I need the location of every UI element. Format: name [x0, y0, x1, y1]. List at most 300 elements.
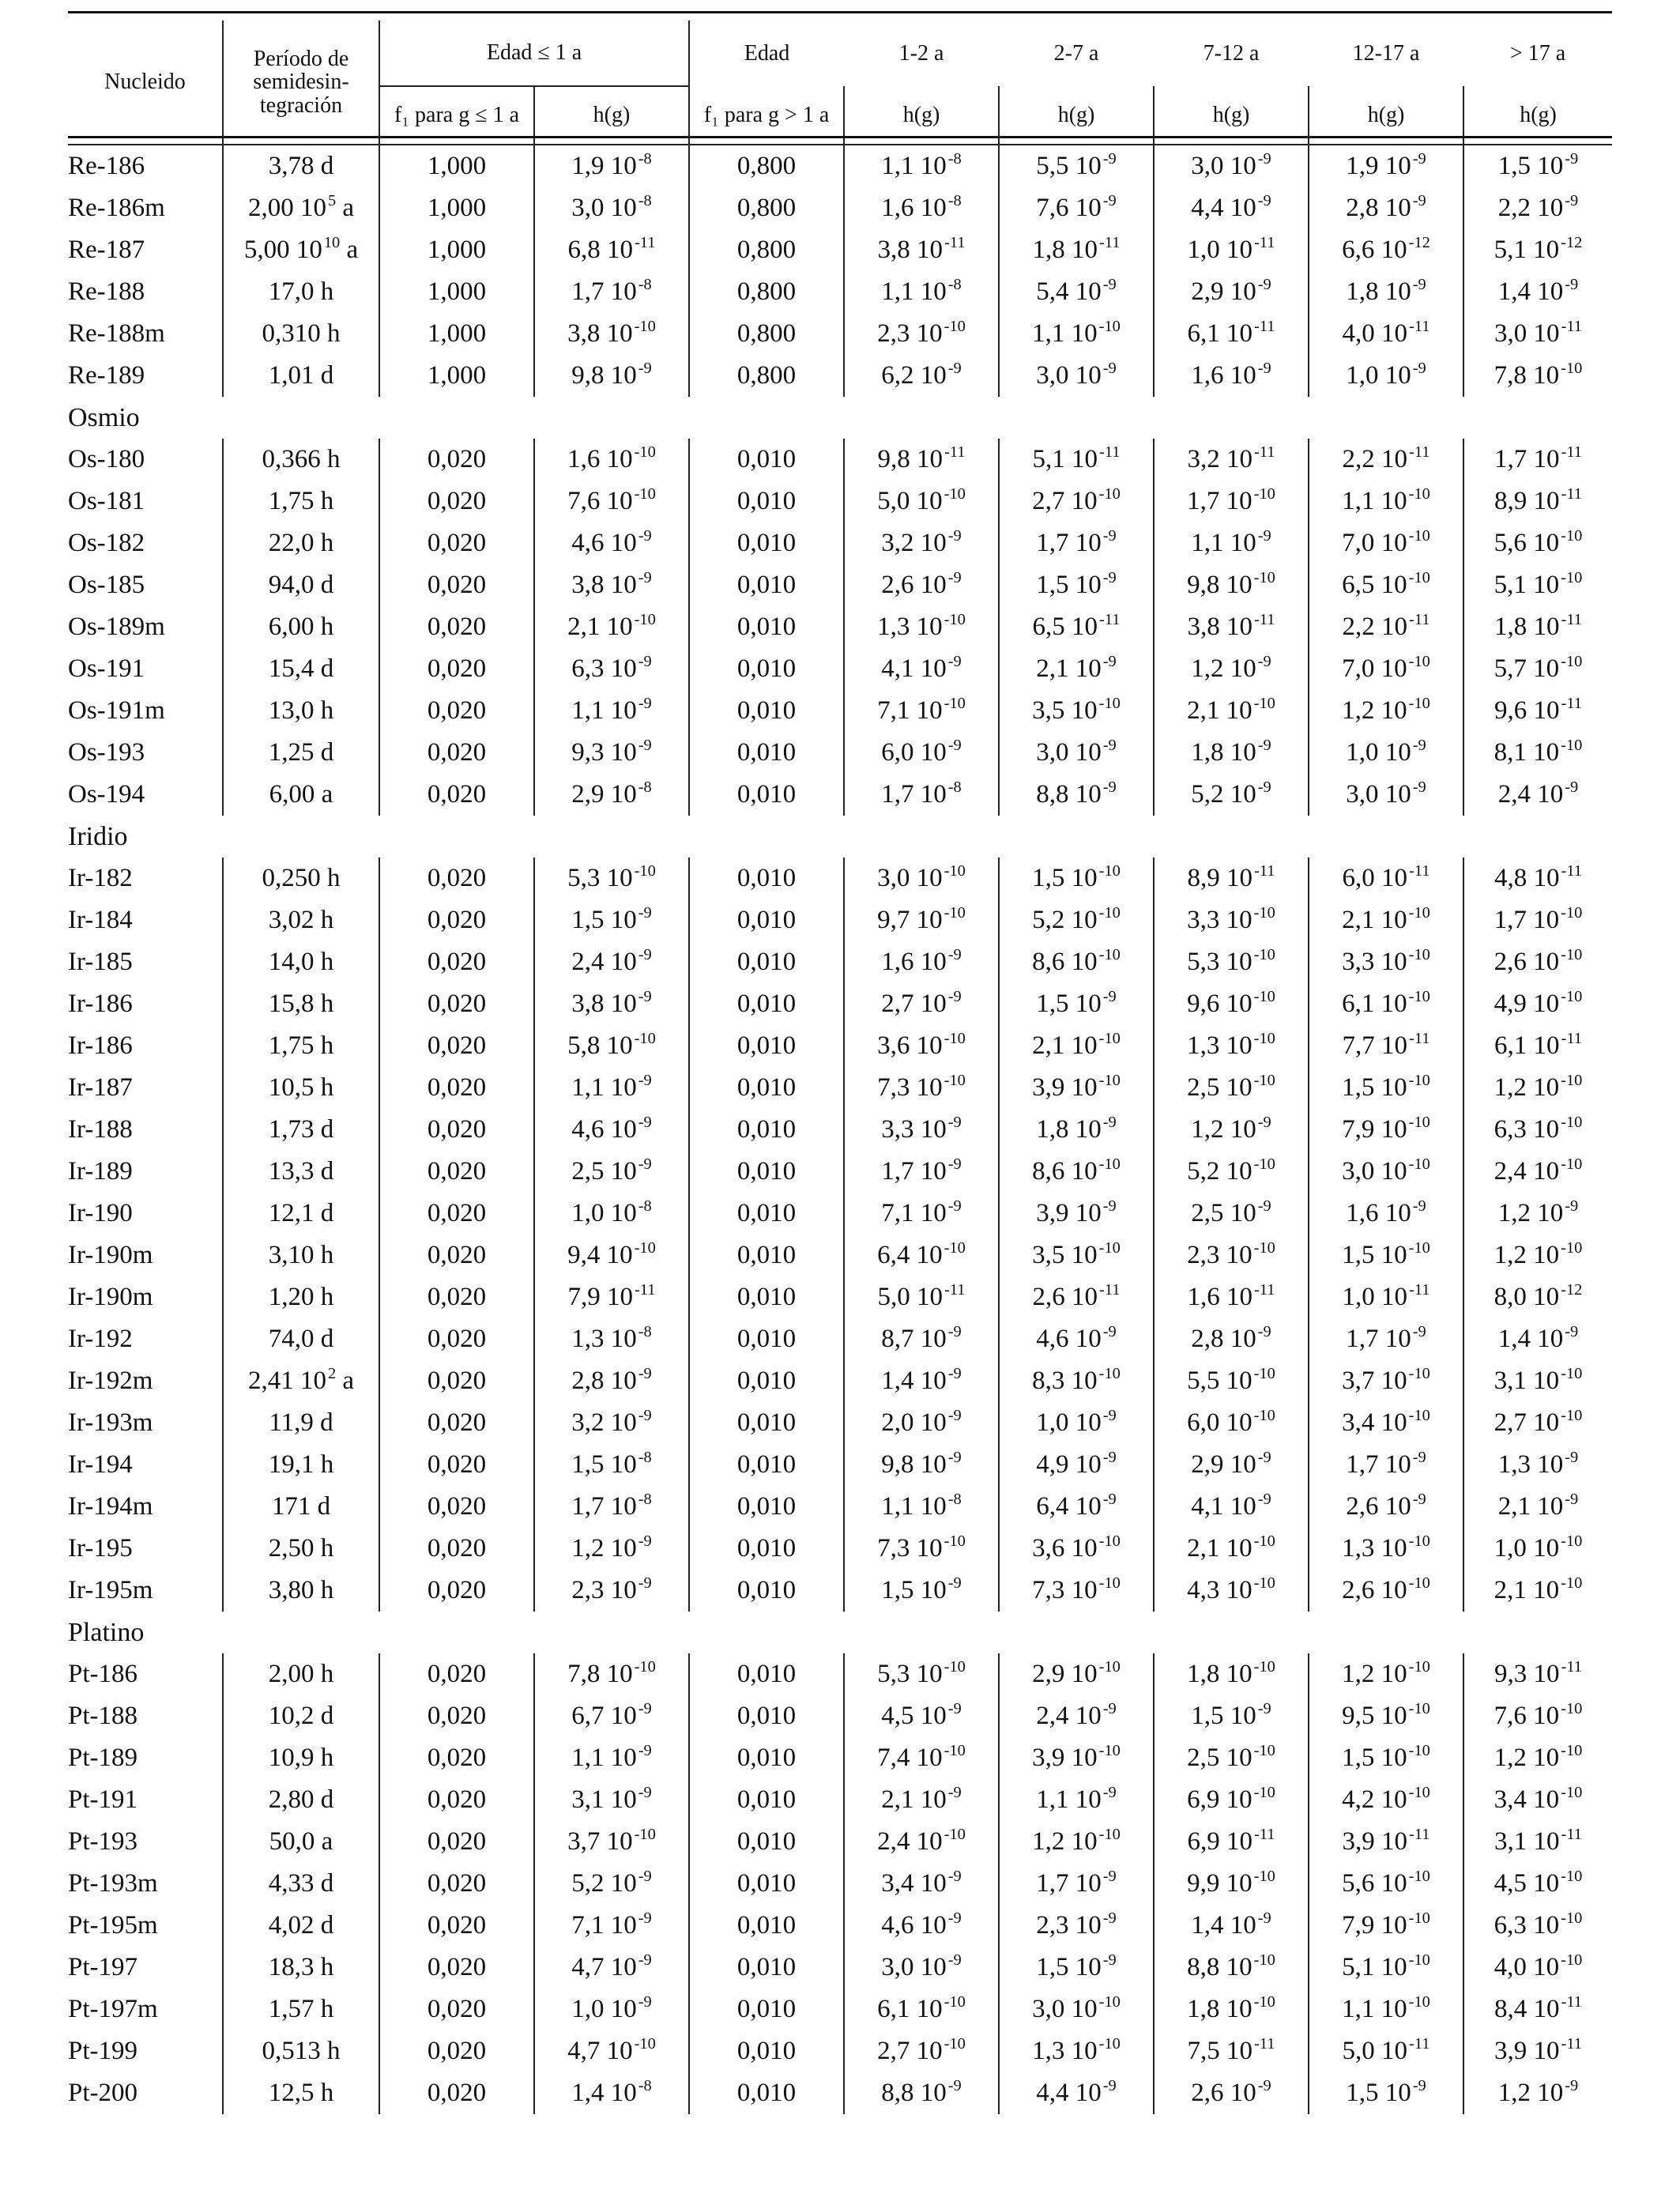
- mantissa: 2,1 10: [1036, 654, 1102, 683]
- exponent: -9: [638, 1784, 652, 1802]
- hg-12-17: [1309, 355, 1463, 397]
- hg-7-12: [1154, 1570, 1309, 1612]
- f1-infant: 0,020: [379, 1989, 534, 2030]
- mantissa: 7,9 10: [567, 1283, 633, 1311]
- mantissa: 5,0 10: [1342, 2037, 1408, 2065]
- exponent: -10: [1561, 1951, 1583, 1970]
- f1-older: 0,010: [689, 1486, 844, 1528]
- exponent: -10: [1408, 1658, 1430, 1676]
- mantissa: 2,9 10: [1032, 1660, 1098, 1688]
- header-f1-le: f₁ para g ≤ 1 a: [379, 86, 534, 145]
- f1-infant: 0,020: [379, 1276, 534, 1318]
- exponent: -12: [1561, 1281, 1583, 1299]
- hg-infant: [534, 1528, 689, 1570]
- hg-7-12: [1154, 313, 1309, 355]
- header-age-2-7: 2-7 a: [1053, 40, 1099, 66]
- nuclide-name: Pt-197m: [68, 1995, 158, 2023]
- f1-infant: 0,020: [379, 774, 534, 816]
- exponent: -8: [638, 276, 652, 294]
- exponent: -9: [1565, 1449, 1579, 1467]
- nuclide-name: Ir-194: [68, 1450, 133, 1479]
- half-life: 19,1 h: [223, 1444, 379, 1486]
- f1-older: 0,010: [689, 858, 844, 899]
- exponent: -9: [947, 1951, 962, 1970]
- hg-1-2: [844, 774, 999, 816]
- nuclide-name: Os-180: [68, 445, 145, 473]
- nuclide-name: Pt-189: [68, 1744, 138, 1772]
- hg-12-17: [1309, 606, 1463, 648]
- hg-1-2: [844, 1276, 999, 1318]
- f1-older: 0,010: [689, 899, 844, 941]
- hg-2-7: [999, 313, 1154, 355]
- hg-1-2: [844, 1653, 999, 1695]
- exponent: -9: [638, 695, 652, 713]
- exponent: -10: [1253, 695, 1275, 713]
- mantissa: 3,1 10: [571, 1785, 637, 1814]
- exponent: -9: [1412, 778, 1426, 797]
- mantissa: 5,3 10: [1187, 948, 1252, 976]
- f1-infant: 0,020: [379, 1653, 534, 1695]
- f1-older: 0,010: [689, 1235, 844, 1276]
- f1-infant: 0,020: [379, 606, 534, 648]
- f1-infant: 0,020: [379, 522, 534, 564]
- mantissa: 9,5 10: [1342, 1702, 1407, 1730]
- exponent: -8: [638, 1323, 652, 1341]
- mantissa: 4,0 10: [1342, 319, 1408, 348]
- mantissa: 3,3 10: [1187, 906, 1252, 934]
- half-life: 15,4 d: [223, 648, 379, 690]
- exponent: -9: [1102, 1491, 1117, 1509]
- exponent: -11: [1254, 611, 1275, 629]
- hg-12-17: [1309, 1863, 1463, 1905]
- header-age-gt-17: > 17 a: [1509, 40, 1566, 66]
- exponent: -9: [947, 1784, 962, 1802]
- f1-infant: 0,020: [379, 1025, 534, 1067]
- table-row: [68, 564, 1612, 606]
- mantissa: 9,8 10: [571, 361, 637, 390]
- nuclide-name: Os-185: [68, 571, 145, 599]
- nuclide-name: Pt-200: [68, 2079, 138, 2107]
- hg-7-12: [1154, 229, 1309, 271]
- exponent: -9: [638, 653, 652, 671]
- hg-12-17: [1309, 899, 1463, 941]
- hg-7-12: [1154, 1025, 1309, 1067]
- mantissa: 1,0 10: [1494, 1534, 1560, 1563]
- hg-1-2: [844, 145, 999, 187]
- mantissa: 7,3 10: [1032, 1576, 1098, 1604]
- mantissa: 2,9 10: [1191, 277, 1256, 306]
- mantissa: 2,1 10: [1342, 906, 1407, 934]
- mantissa: 1,1 10: [571, 1073, 637, 1102]
- hg-1-2: [844, 732, 999, 774]
- table-row: [68, 1151, 1612, 1193]
- hg-gt-17: [1463, 1905, 1612, 1947]
- mantissa: 1,7 10: [1036, 529, 1102, 557]
- mantissa: 1,1 10: [881, 1492, 947, 1521]
- mantissa: 7,0 10: [1342, 529, 1407, 557]
- nuclide-name: Ir-192m: [68, 1367, 153, 1395]
- mantissa: 4,0 10: [1494, 1953, 1560, 1981]
- exponent: -10: [944, 695, 966, 713]
- half-life: 94,0 d: [223, 564, 379, 606]
- hg-12-17: [1309, 1025, 1463, 1067]
- mantissa: 3,0 10: [1036, 361, 1102, 390]
- f1-infant: 0,020: [379, 1486, 534, 1528]
- hg-12-17: [1309, 774, 1463, 816]
- exponent: -11: [1561, 611, 1583, 629]
- header-edad: Edad: [689, 21, 844, 86]
- exponent: -10: [1408, 904, 1430, 922]
- exponent: -11: [1099, 443, 1121, 462]
- exponent: -11: [1409, 2035, 1430, 2053]
- exponent: -9: [1102, 2077, 1117, 2095]
- hg-12-17: [1309, 858, 1463, 899]
- hg-gt-17: [1463, 1528, 1612, 1570]
- exponent: -9: [947, 1449, 962, 1467]
- exponent: -10: [1408, 569, 1430, 587]
- exponent: -10: [944, 1030, 966, 1048]
- hg-gt-17: [1463, 2072, 1612, 2114]
- exponent: -11: [944, 1281, 966, 1299]
- mantissa: 1,6 10: [881, 948, 947, 976]
- exponent: -11: [635, 234, 656, 252]
- mantissa: 3,8 10: [567, 319, 633, 348]
- mantissa: 5,0 10: [877, 1283, 944, 1311]
- hg-7-12: [1154, 774, 1309, 816]
- mantissa: 2,6 10: [1032, 1283, 1098, 1311]
- mantissa: 5,7 10: [1494, 654, 1560, 683]
- mantissa: 6,5 10: [1342, 571, 1407, 599]
- mantissa: 7,6 10: [1494, 1702, 1560, 1730]
- exponent: -11: [1561, 485, 1583, 503]
- mantissa: 2,1 10: [567, 613, 633, 641]
- table-row: [68, 1109, 1612, 1151]
- mantissa: 3,7 10: [567, 1827, 633, 1856]
- mantissa: 3,6 10: [877, 1031, 943, 1060]
- mantissa: 8,1 10: [1494, 738, 1560, 767]
- exponent: -10: [1253, 1574, 1275, 1593]
- half-life: 0,310 h: [223, 313, 379, 355]
- exponent: -9: [947, 527, 962, 545]
- hg-12-17: [1309, 1193, 1463, 1235]
- exponent: -9: [1102, 276, 1117, 294]
- hg-2-7: [999, 1653, 1154, 1695]
- exponent: -10: [1098, 1072, 1121, 1090]
- exponent: -9: [1257, 1197, 1271, 1216]
- f1-older: 0,010: [689, 1318, 844, 1360]
- mantissa: 2,7 10: [877, 2037, 943, 2065]
- nuclide-name: Ir-190: [68, 1199, 133, 1227]
- exponent: -10: [634, 443, 656, 462]
- exponent: -10: [1408, 946, 1430, 964]
- exponent: -10: [1098, 1658, 1121, 1676]
- hg-7-12: [1154, 1947, 1309, 1989]
- exponent: -9: [638, 1909, 652, 1928]
- exponent: -8: [638, 778, 652, 797]
- hg-2-7: [999, 941, 1154, 983]
- exponent: -9: [638, 1951, 652, 1970]
- hg-1-2: [844, 1779, 999, 1821]
- hg-infant: [534, 774, 689, 816]
- exponent: -10: [944, 611, 966, 629]
- exponent: -11: [1254, 1826, 1275, 1844]
- exponent: -9: [1257, 150, 1271, 168]
- hg-1-2: [844, 1570, 999, 1612]
- table-row: [68, 187, 1612, 229]
- nuclide-name: Pt-199: [68, 2037, 138, 2065]
- exponent: -10: [1253, 485, 1275, 503]
- exponent: -9: [638, 1993, 652, 2011]
- exponent: -9: [1102, 1114, 1117, 1132]
- hg-2-7: [999, 1905, 1154, 1947]
- mantissa: 4,2 10: [1342, 1785, 1407, 1814]
- exponent: -10: [1561, 1407, 1583, 1425]
- hg-7-12: [1154, 606, 1309, 648]
- exponent: -9: [947, 1114, 962, 1132]
- mantissa: 1,5 10: [1342, 1241, 1407, 1269]
- exponent: -11: [635, 1281, 656, 1299]
- mantissa: 5,0 10: [877, 487, 943, 515]
- mantissa: 1,6 10: [567, 445, 633, 473]
- hg-infant: [534, 648, 689, 690]
- dose-coefficient-table: [68, 21, 1612, 2114]
- mantissa: 2,6 10: [1191, 2079, 1256, 2107]
- f1-older: 0,010: [689, 1444, 844, 1486]
- mantissa: 1,2 10: [1494, 1241, 1560, 1269]
- table-row: [68, 1444, 1612, 1486]
- exponent: -9: [1102, 150, 1117, 168]
- table-row: [68, 899, 1612, 941]
- mantissa: 1,6 10: [881, 194, 947, 222]
- mantissa: 7,0 10: [1342, 654, 1407, 683]
- exponent: -10: [1253, 904, 1275, 922]
- half-life: 74,0 d: [223, 1318, 379, 1360]
- exponent: -10: [1408, 1532, 1430, 1551]
- exponent: -10: [944, 1658, 966, 1676]
- f1-infant: 0,020: [379, 1444, 534, 1486]
- exponent: -9: [638, 527, 652, 545]
- hg-infant: [534, 355, 689, 397]
- hg-gt-17: [1463, 564, 1612, 606]
- mantissa: 7,3 10: [877, 1534, 943, 1563]
- hg-2-7: [999, 481, 1154, 522]
- hg-infant: [534, 1193, 689, 1235]
- table-row: [68, 1737, 1612, 1779]
- f1-infant: 0,020: [379, 1863, 534, 1905]
- mantissa: 1,7 10: [1494, 445, 1560, 473]
- exponent: -10: [1098, 1532, 1121, 1551]
- exponent: -9: [638, 1365, 652, 1383]
- mantissa: 1,1 10: [881, 152, 947, 180]
- exponent: -11: [1254, 862, 1275, 880]
- mantissa: 1,7 10: [881, 1157, 947, 1186]
- exponent: -10: [944, 1993, 966, 2011]
- mantissa: 1,4 10: [571, 2079, 637, 2107]
- half-life: 12,1 d: [223, 1193, 379, 1235]
- exponent: -10: [1253, 1951, 1275, 1970]
- hg-1-2: [844, 1151, 999, 1193]
- half-life: 4,02 d: [223, 1905, 379, 1947]
- exponent: -10: [944, 1239, 966, 1257]
- mantissa: 1,3 10: [1342, 1534, 1407, 1563]
- half-life: 10,5 h: [223, 1067, 379, 1109]
- exponent: -10: [1098, 1365, 1121, 1383]
- mantissa: 1,0 10: [1187, 236, 1253, 264]
- hg-7-12: [1154, 439, 1309, 481]
- table-row: [68, 481, 1612, 522]
- hg-1-2: [844, 1109, 999, 1151]
- half-life-exponent: 10: [323, 234, 341, 252]
- mantissa: 1,3 10: [1032, 2037, 1098, 2065]
- f1-older: 0,010: [689, 732, 844, 774]
- mantissa: 5,1 10: [1032, 445, 1098, 473]
- exponent: -10: [634, 2035, 656, 2053]
- f1-infant: 0,020: [379, 983, 534, 1025]
- hg-12-17: [1309, 1947, 1463, 1989]
- mantissa: 2,4 10: [1497, 780, 1564, 809]
- mantissa: 3,6 10: [1032, 1534, 1098, 1563]
- hg-gt-17: [1463, 1193, 1612, 1235]
- hg-infant: [534, 858, 689, 899]
- half-life-unit: a: [336, 194, 355, 222]
- exponent: -10: [634, 1658, 656, 1676]
- hg-gt-17: [1463, 983, 1612, 1025]
- f1-infant: 0,020: [379, 690, 534, 732]
- nuclide-name: Ir-185: [68, 948, 133, 976]
- nuclide-name: Pt-193m: [68, 1869, 158, 1898]
- mantissa: 7,5 10: [1187, 2037, 1253, 2065]
- hg-1-2: [844, 1528, 999, 1570]
- mantissa: 1,6 10: [1346, 1199, 1411, 1227]
- exponent: -10: [1408, 1700, 1430, 1718]
- table-row: [68, 1360, 1612, 1402]
- mantissa: 1,2 10: [571, 1534, 637, 1563]
- hg-gt-17: [1463, 145, 1612, 187]
- element-group-row: [68, 816, 1612, 858]
- hg-infant: [534, 1905, 689, 1947]
- mantissa: 1,0 10: [1036, 1408, 1102, 1437]
- exponent: -10: [1098, 862, 1121, 880]
- exponent: -10: [944, 1072, 966, 1090]
- hg-2-7: [999, 732, 1154, 774]
- mantissa: 2,1 10: [1032, 1031, 1098, 1060]
- hg-2-7: [999, 1402, 1154, 1444]
- mantissa: 4,9 10: [1494, 990, 1560, 1018]
- mantissa: 9,7 10: [877, 906, 943, 934]
- hg-2-7: [999, 1486, 1154, 1528]
- hg-2-7: [999, 187, 1154, 229]
- hg-2-7: [999, 1528, 1154, 1570]
- exponent: -9: [638, 1072, 652, 1090]
- nuclide-name: Ir-187: [68, 1073, 133, 1102]
- f1-older: 0,010: [689, 522, 844, 564]
- hg-1-2: [844, 1863, 999, 1905]
- table-row: [68, 1067, 1612, 1109]
- half-life: 50,0 a: [223, 1821, 379, 1863]
- hg-1-2: [844, 858, 999, 899]
- mantissa: 1,7 10: [571, 277, 637, 306]
- mantissa: 2,1 10: [1187, 696, 1252, 725]
- hg-infant: [534, 1444, 689, 1486]
- hg-gt-17: [1463, 1486, 1612, 1528]
- hg-2-7: [999, 1318, 1154, 1360]
- f1-older: 0,010: [689, 1863, 844, 1905]
- exponent: -11: [1099, 1281, 1121, 1299]
- hg-1-2: [844, 1025, 999, 1067]
- hg-2-7: [999, 690, 1154, 732]
- mantissa: 8,8 10: [1036, 780, 1102, 809]
- exponent: -10: [1253, 1407, 1275, 1425]
- exponent: -9: [1412, 1491, 1426, 1509]
- mantissa: 4,6 10: [1036, 1325, 1102, 1353]
- hg-gt-17: [1463, 1235, 1612, 1276]
- hg-gt-17: [1463, 1989, 1612, 2030]
- hg-gt-17: [1463, 1444, 1612, 1486]
- table-row: [68, 313, 1612, 355]
- table-row: [68, 732, 1612, 774]
- hg-1-2: [844, 1193, 999, 1235]
- element-group-row: [68, 397, 1612, 439]
- half-life: 12,5 h: [223, 2072, 379, 2114]
- mantissa: 1,1 10: [1036, 1785, 1102, 1814]
- hg-12-17: [1309, 648, 1463, 690]
- f1-older: 0,010: [689, 481, 844, 522]
- hg-12-17: [1309, 522, 1463, 564]
- hg-7-12: [1154, 1863, 1309, 1905]
- hg-12-17: [1309, 983, 1463, 1025]
- hg-gt-17: [1463, 1695, 1612, 1737]
- exponent: -9: [1257, 1909, 1271, 1928]
- table-row: [68, 1025, 1612, 1067]
- exponent: -9: [638, 360, 652, 378]
- mantissa: 2,6 10: [881, 571, 947, 599]
- nuclide-name: Re-186: [68, 152, 145, 180]
- mantissa: 1,4 10: [1497, 1325, 1564, 1353]
- hg-1-2: [844, 1067, 999, 1109]
- exponent: -10: [1098, 318, 1121, 336]
- hg-7-12: [1154, 187, 1309, 229]
- hg-7-12: [1154, 1067, 1309, 1109]
- mantissa: 4,5 10: [1494, 1869, 1560, 1898]
- half-life: 22,0 h: [223, 522, 379, 564]
- exponent: -11: [1561, 443, 1583, 462]
- hg-infant: [534, 941, 689, 983]
- half-life: 0,250 h: [223, 858, 379, 899]
- table-row: [68, 1402, 1612, 1444]
- exponent: -9: [638, 1155, 652, 1174]
- mantissa: 2,5 10: [1191, 1199, 1256, 1227]
- mantissa: 4,9 10: [1036, 1450, 1102, 1479]
- mantissa: 1,3 10: [877, 613, 943, 641]
- mantissa: 1,8 10: [1346, 277, 1411, 306]
- mantissa: 2,3 10: [1036, 1911, 1102, 1940]
- hg-12-17: [1309, 1402, 1463, 1444]
- hg-7-12: [1154, 1444, 1309, 1486]
- hg-1-2: [844, 1821, 999, 1863]
- header-age-12-17: 12-17 a: [1352, 40, 1420, 66]
- f1-infant: 0,020: [379, 858, 534, 899]
- mantissa: 5,5 10: [1036, 152, 1102, 180]
- exponent: -9: [1412, 2077, 1426, 2095]
- exponent: -9: [638, 1574, 652, 1593]
- hg-2-7: [999, 1947, 1154, 1989]
- hg-12-17: [1309, 941, 1463, 983]
- exponent: -9: [638, 569, 652, 587]
- mantissa: 6,3 10: [571, 654, 637, 683]
- exponent: -11: [1409, 1281, 1430, 1299]
- exponent: -10: [1408, 1742, 1430, 1760]
- table-row: [68, 1863, 1612, 1905]
